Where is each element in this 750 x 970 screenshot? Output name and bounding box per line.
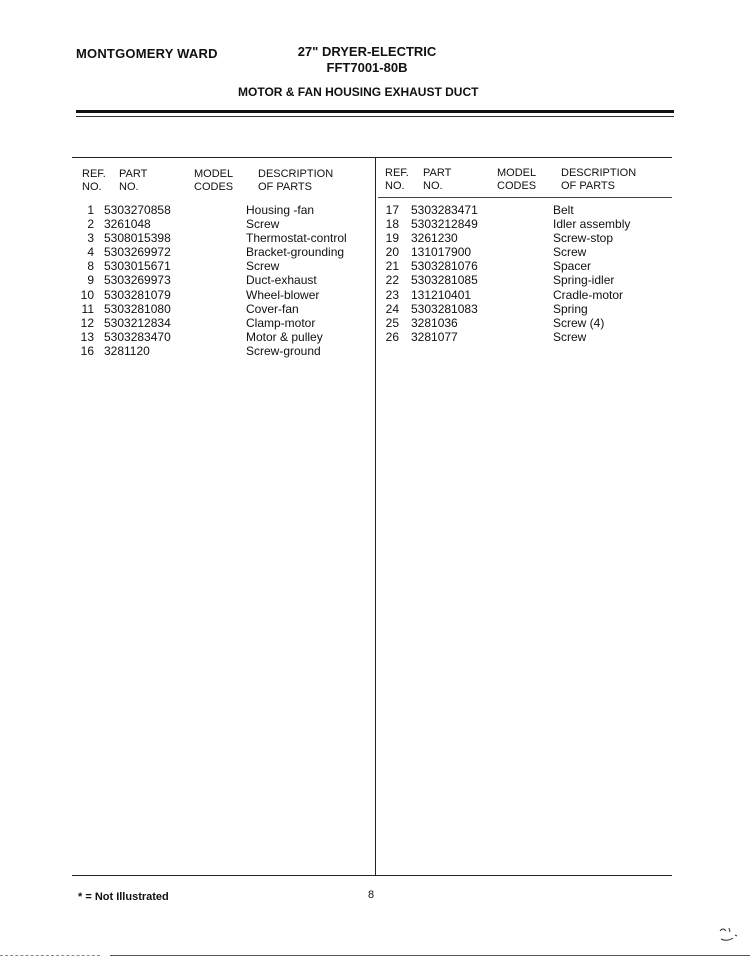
table-row bbox=[72, 217, 372, 231]
part-description: Spacer bbox=[553, 259, 592, 274]
part-number: 5303281083 bbox=[411, 301, 478, 316]
page-number: 8 bbox=[368, 889, 375, 901]
part-number: 131017900 bbox=[411, 245, 472, 260]
left-model-header bbox=[194, 168, 233, 194]
ref-number: 13 bbox=[80, 329, 94, 344]
ref-header-line2: NO. bbox=[82, 181, 102, 193]
scan-dash-rule bbox=[0, 955, 100, 956]
table-row bbox=[72, 316, 372, 330]
ref-header-line2: NO. bbox=[385, 180, 405, 192]
ref-number: 17 bbox=[385, 203, 399, 217]
part-number: 5303269972 bbox=[104, 245, 171, 260]
right-ref-header bbox=[385, 167, 409, 193]
ref-number: 4 bbox=[87, 245, 94, 260]
ref-number: 10 bbox=[80, 287, 94, 302]
part-header-line1: PART bbox=[119, 168, 148, 180]
table-row bbox=[72, 344, 372, 358]
part-description: Wheel-blower bbox=[246, 287, 320, 302]
table-row bbox=[72, 259, 372, 273]
part-header-line2: NO. bbox=[423, 180, 443, 192]
right-header-underline bbox=[378, 197, 672, 198]
part-number: 3261230 bbox=[411, 231, 458, 246]
part-description: Screw bbox=[246, 217, 280, 232]
table-row bbox=[377, 245, 672, 259]
right-part-header bbox=[423, 167, 451, 193]
part-number: 5303212849 bbox=[411, 217, 478, 232]
ref-number: 18 bbox=[385, 217, 399, 232]
part-description: Spring-idler bbox=[553, 273, 615, 288]
ref-number: 9 bbox=[87, 273, 94, 288]
ref-number: 12 bbox=[80, 315, 94, 330]
part-number: 5303015671 bbox=[104, 259, 171, 274]
table-row bbox=[72, 245, 372, 259]
table-row bbox=[377, 231, 672, 245]
part-header-line2: NO. bbox=[119, 181, 139, 193]
header-rule-thin bbox=[76, 116, 674, 117]
model-header-line2: CODES bbox=[497, 180, 537, 192]
part-description: Motor & pulley bbox=[246, 329, 323, 344]
ref-number: 1 bbox=[87, 203, 94, 217]
section-heading: MOTOR & FAN HOUSING EXHAUST DUCT bbox=[238, 85, 479, 99]
part-description: Screw bbox=[553, 329, 587, 344]
part-number: 3281077 bbox=[411, 329, 458, 344]
ref-number: 11 bbox=[81, 301, 94, 316]
part-description: Screw-stop bbox=[553, 231, 614, 246]
ref-number: 25 bbox=[385, 315, 399, 330]
right-model-header bbox=[497, 167, 536, 193]
part-number: 5303270858 bbox=[104, 203, 171, 217]
part-number: 5303283471 bbox=[411, 203, 478, 217]
table-row bbox=[72, 330, 372, 344]
part-number: 5303281080 bbox=[104, 301, 171, 316]
table-row bbox=[377, 259, 672, 273]
part-description: Idler assembly bbox=[553, 217, 631, 232]
table-row bbox=[377, 330, 672, 344]
part-description: Screw bbox=[246, 259, 280, 274]
part-number: 131210401 bbox=[411, 287, 472, 302]
desc-header-line1: DESCRIPTION bbox=[561, 167, 637, 179]
part-description: Screw-ground bbox=[246, 343, 321, 358]
part-number: 3281120 bbox=[104, 343, 150, 358]
part-description: Thermostat-control bbox=[246, 231, 347, 246]
document-title bbox=[272, 44, 462, 76]
ref-number: 19 bbox=[385, 231, 399, 246]
part-number: 3261048 bbox=[104, 217, 151, 232]
right-desc-header bbox=[561, 167, 636, 193]
table-row bbox=[377, 302, 672, 316]
right-parts-list bbox=[377, 203, 672, 344]
ref-number: 26 bbox=[385, 329, 399, 344]
part-number: 5303269973 bbox=[104, 273, 171, 288]
ref-number: 20 bbox=[385, 245, 399, 260]
model-header-line2: CODES bbox=[194, 181, 234, 193]
page-bottom-rule bbox=[110, 955, 750, 956]
ref-number: 2 bbox=[87, 217, 94, 232]
part-description: Cradle-motor bbox=[553, 287, 624, 302]
title-line-model: 27" DRYER-ELECTRIC bbox=[297, 44, 437, 59]
part-description: Belt bbox=[553, 203, 574, 217]
left-desc-header bbox=[258, 168, 333, 194]
table-row bbox=[72, 231, 372, 245]
table-bottom-rule bbox=[72, 875, 672, 876]
scan-mark-icon bbox=[717, 925, 741, 943]
left-ref-header bbox=[82, 168, 106, 194]
table-row bbox=[72, 273, 372, 287]
part-description: Screw bbox=[553, 245, 587, 260]
table-row bbox=[377, 288, 672, 302]
not-illustrated-note: * = Not Illustrated bbox=[78, 891, 169, 903]
part-description: Spring bbox=[553, 301, 588, 316]
table-row bbox=[377, 217, 672, 231]
ref-number: 21 bbox=[385, 259, 399, 274]
part-number: 5303283470 bbox=[104, 329, 171, 344]
header-rule bbox=[76, 110, 674, 113]
ref-number: 24 bbox=[385, 301, 399, 316]
part-number: 5303281076 bbox=[411, 259, 478, 274]
part-description: Bracket-grounding bbox=[246, 245, 345, 260]
model-header-line1: MODEL bbox=[194, 168, 234, 180]
ref-header-line1: REF. bbox=[385, 167, 409, 179]
table-row bbox=[72, 288, 372, 302]
desc-header-line1: DESCRIPTION bbox=[258, 168, 334, 180]
part-description: Duct-exhaust bbox=[246, 273, 317, 288]
table-row bbox=[72, 302, 372, 316]
ref-number: 23 bbox=[385, 287, 399, 302]
ref-number: 16 bbox=[80, 343, 94, 358]
part-description: Housing -fan bbox=[246, 203, 315, 217]
brand-name: MONTGOMERY WARD bbox=[76, 46, 218, 61]
part-number: 3281036 bbox=[411, 315, 458, 330]
part-number: 5308015398 bbox=[104, 231, 171, 246]
left-part-header bbox=[119, 168, 147, 194]
ref-header-line1: REF. bbox=[82, 168, 106, 180]
part-number: 5303281079 bbox=[104, 287, 171, 302]
title-line-number: FFT7001-80B bbox=[326, 60, 408, 75]
ref-number: 8 bbox=[87, 259, 94, 274]
part-description: Screw (4) bbox=[553, 315, 605, 330]
ref-number: 22 bbox=[385, 273, 399, 288]
table-top-rule bbox=[72, 157, 672, 158]
part-header-line1: PART bbox=[423, 167, 452, 179]
part-description: Clamp-motor bbox=[246, 315, 316, 330]
table-center-divider bbox=[375, 157, 376, 876]
ref-number: 3 bbox=[87, 231, 94, 246]
desc-header-line2: OF PARTS bbox=[561, 180, 615, 192]
table-row bbox=[377, 273, 672, 287]
table-row bbox=[377, 203, 672, 217]
part-number: 5303281085 bbox=[411, 273, 478, 288]
part-number: 5303212834 bbox=[104, 315, 171, 330]
part-description: Cover-fan bbox=[246, 301, 299, 316]
table-row bbox=[377, 316, 672, 330]
model-header-line1: MODEL bbox=[497, 167, 537, 179]
table-row bbox=[72, 203, 372, 217]
desc-header-line2: OF PARTS bbox=[258, 181, 312, 193]
left-parts-list bbox=[72, 203, 372, 358]
